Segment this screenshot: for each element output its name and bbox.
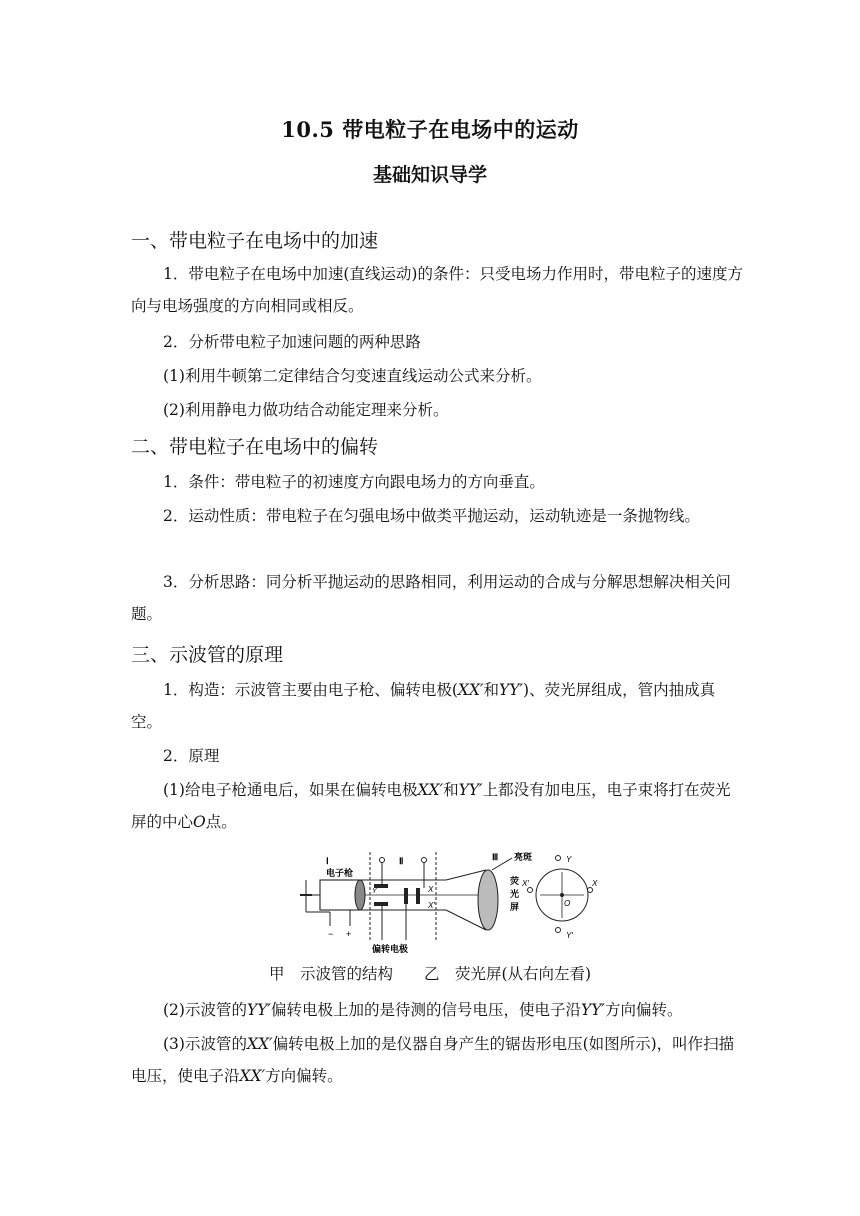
paragraph: 3．分析思路：同分析平抛运动的思路相同，利用运动的合成与分解思想解决相关问题。 (131, 573, 731, 623)
label-screen-3: 屏 (510, 902, 520, 912)
label-electron-gun: 电子枪 (326, 868, 354, 878)
label-screen-2: 光 (510, 889, 520, 899)
paragraph: 1．带电粒子在电场中加速(直线运动)的条件：只受电场力作用时，带电粒子的速度方向与电场强度的方向相同或相反。 (131, 265, 743, 315)
label-o: O (564, 899, 571, 908)
label-x-prime-plate: X′ (428, 901, 435, 910)
paragraph: 2．分析带电粒子加速问题的两种思路 (163, 333, 421, 351)
page-title: 10.5 带电粒子在电场中的运动 (281, 117, 579, 142)
label-x-screen: X (592, 879, 598, 888)
label-plus: + (346, 929, 352, 939)
label-y-screen: Y (566, 855, 572, 864)
label-spot: 亮斑 (514, 852, 533, 862)
label-i: Ⅰ (326, 856, 329, 866)
page-subtitle: 基础知识导学 (372, 164, 487, 186)
paragraph: 2．运动性质：带电粒子在匀强电场中做类平抛运动，运动轨迹是一条抛物线。 (163, 507, 700, 525)
paragraph-principle-3: (3)示波管的XX′偏转电极上加的是仪器自身产生的锯齿形电压(如图所示)，叫作扫描电压，使电子沿XX′方向偏转。 (131, 1035, 735, 1085)
paragraph: 2．原理 (163, 747, 220, 765)
figure-caption: 甲 示波管的结构 乙 荧光屏(从右向左看) (268, 965, 592, 983)
paragraph: (2)利用静电力做功结合动能定理来分析。 (163, 401, 449, 419)
label-ii: Ⅱ (399, 856, 404, 866)
label-y-plate: Y (372, 888, 377, 895)
paragraph-principle-2: (2)示波管的YY′偏转电极上加的是待测的信号电压，使电子沿YY′方向偏转。 (163, 1001, 683, 1019)
paragraph: 1．条件：带电粒子的初速度方向跟电场力的方向垂直。 (163, 473, 545, 491)
paragraph: (1)利用牛顿第二定律结合匀变速直线运动公式来分析。 (163, 367, 542, 385)
section-heading-1: 一、带电粒子在电场中的加速 (131, 230, 379, 252)
label-deflection-electrode: 偏转电极 (372, 944, 409, 954)
paragraph-principle-1: (1)给电子枪通电后，如果在偏转电极XX′和YY′上都没有加电压，电子束将打在荧光屏的中心O点。 (131, 781, 731, 831)
label-iii: Ⅲ (492, 852, 499, 862)
label-x-prime-screen: X′ (522, 879, 529, 888)
label-screen-1: 荧 (510, 876, 520, 886)
label-minus: − (328, 929, 334, 939)
paragraph-structure: 1．构造：示波管主要由电子枪、偏转电极(XX′和YY′)、荧光屏组成，管内抽成真空。 (131, 681, 716, 731)
oscilloscope-tube-figure (296, 850, 602, 954)
section-heading-3: 三、示波管的原理 (131, 644, 284, 666)
label-y-prime-screen: Y′ (566, 931, 573, 940)
label-x-plate: X (428, 885, 434, 894)
section-heading-2: 二、带电粒子在电场中的偏转 (131, 436, 379, 458)
